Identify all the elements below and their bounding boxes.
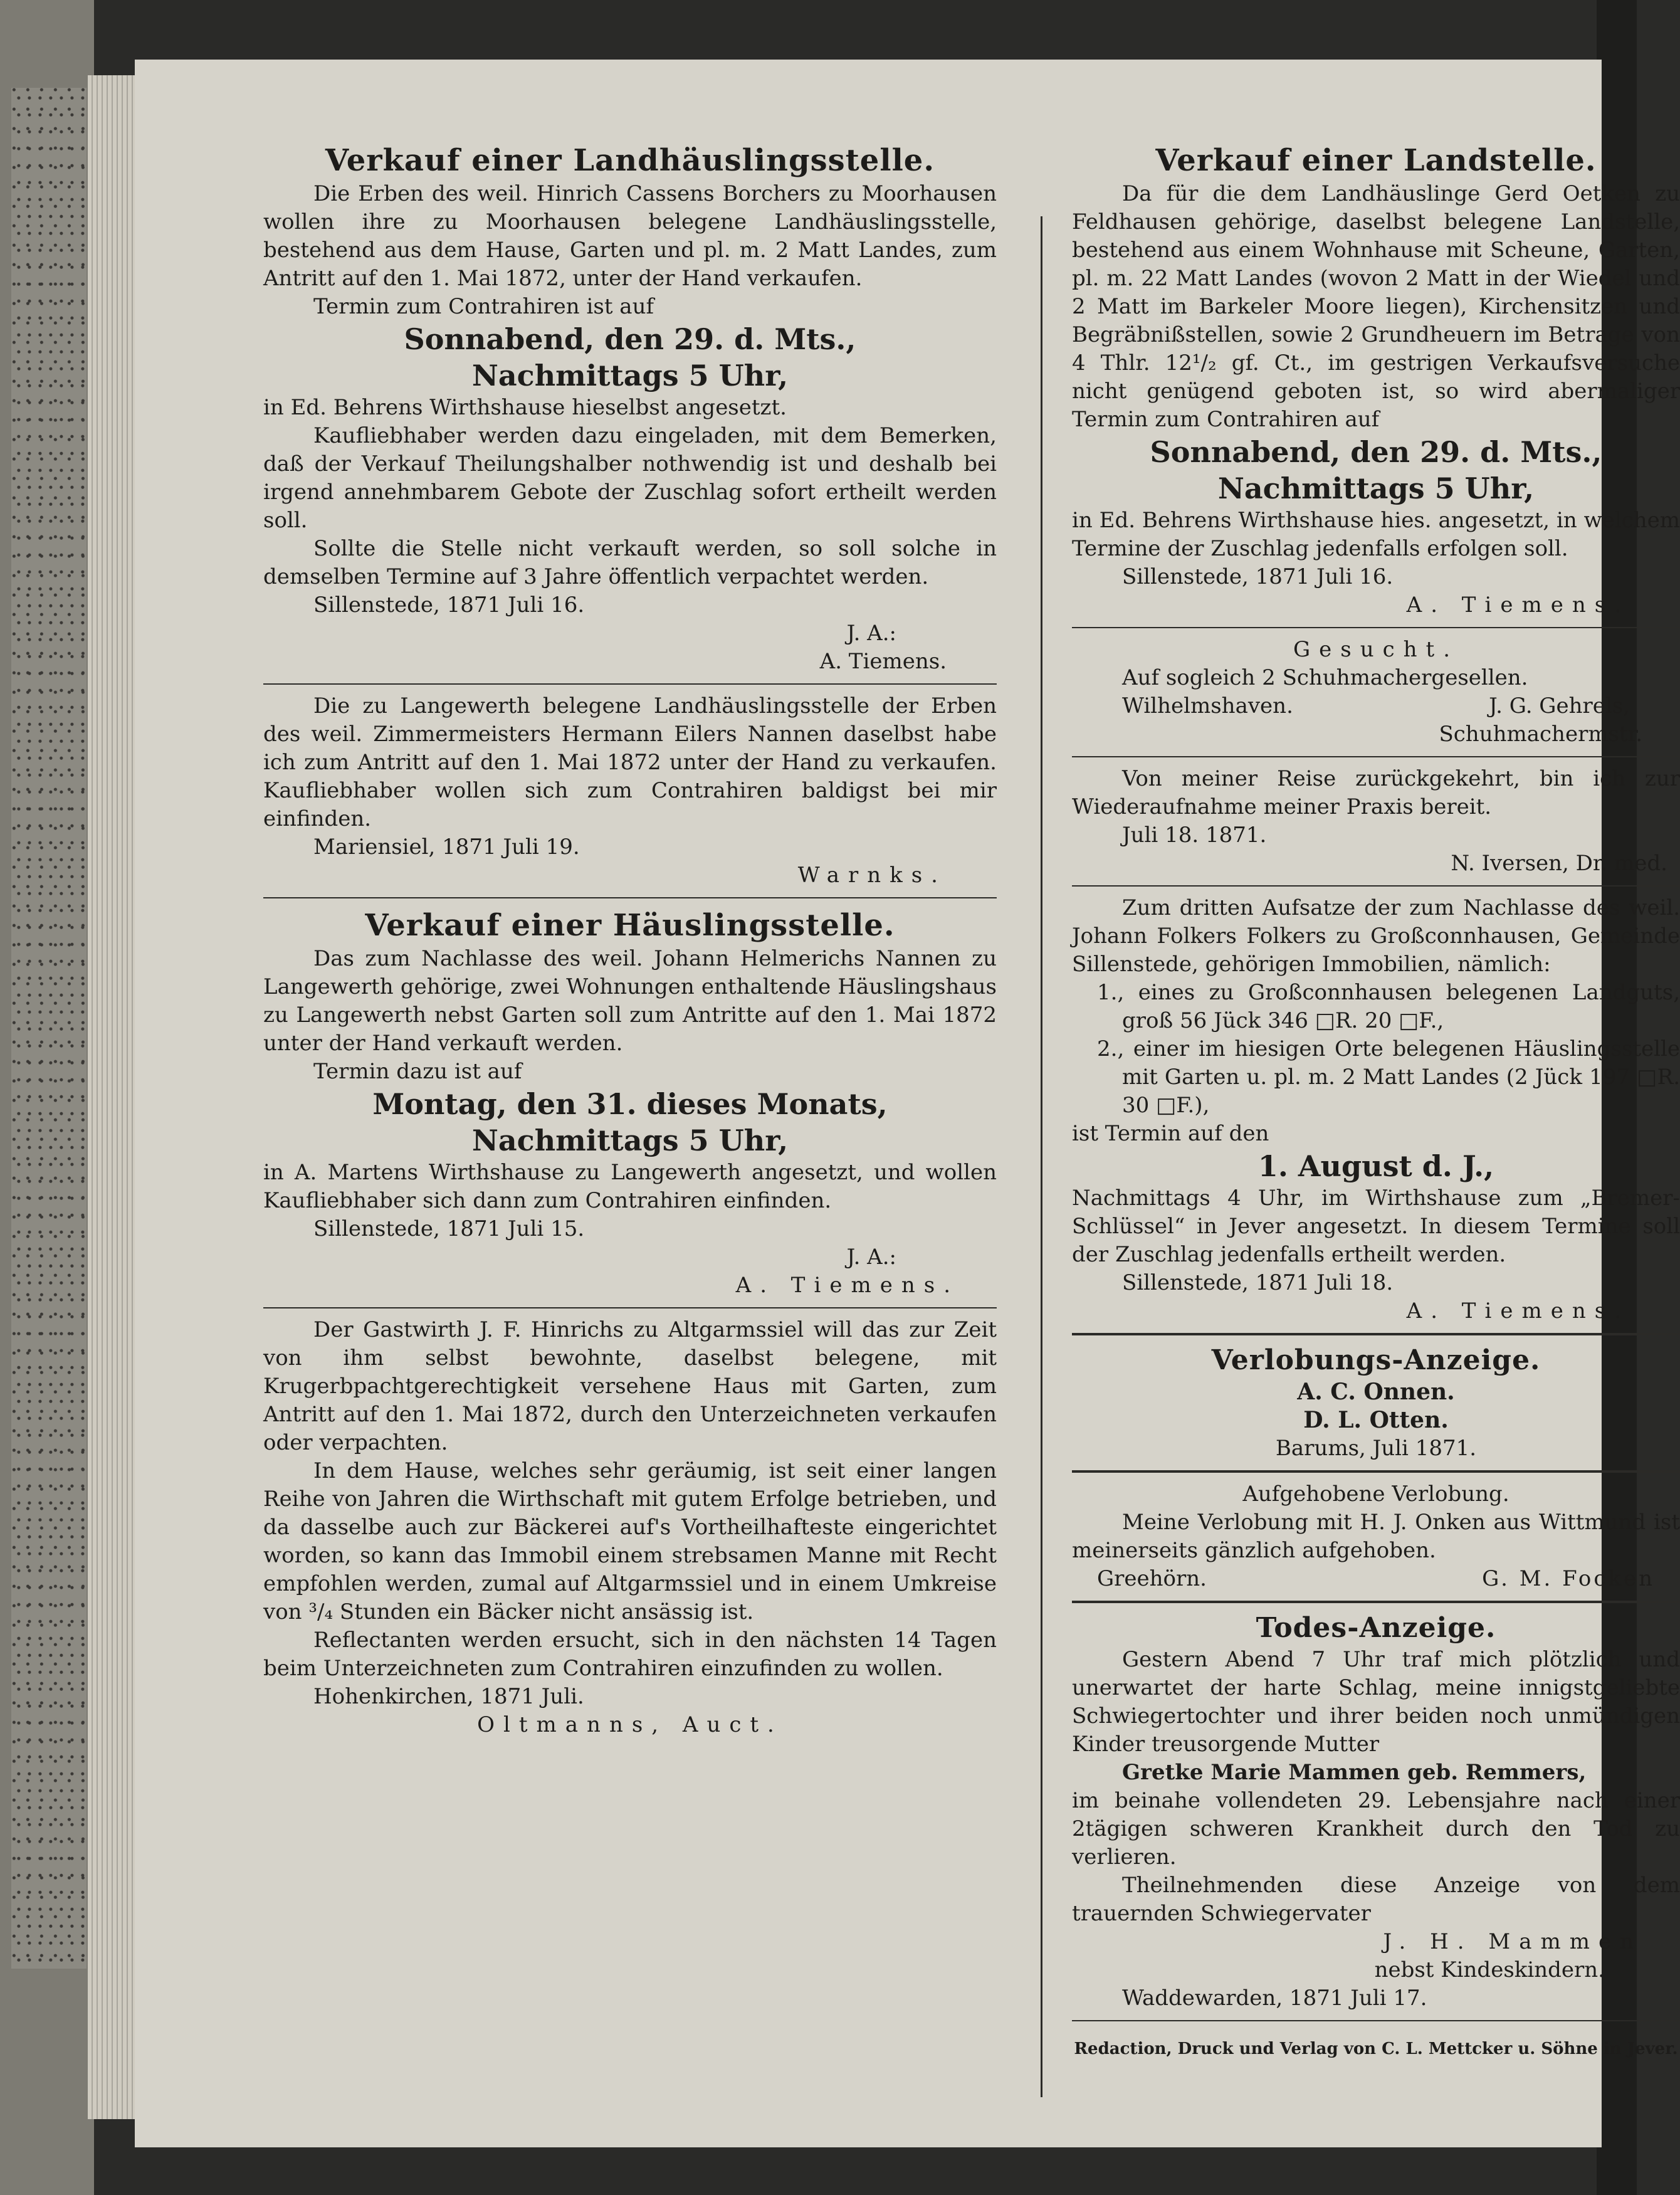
separator <box>263 1307 997 1308</box>
ad-signature: N. Iversen, Dr. med. <box>1451 851 1667 876</box>
ad-paragraph: Sollte die Stelle nicht verkauft werden, so soll solche in demselben Termine auf 3 Jahre öffentlich verpachtet werden. <box>263 536 997 589</box>
ad-place: in Ed. Behrens Wirthshause hies. angesetzt, in welchem Termine der Zuschlag jedenfalls erfolgen soll. <box>1072 508 1680 561</box>
ad-dateline: Juli 18. 1871. <box>1122 823 1267 848</box>
ad-landstelle <box>1072 141 1680 619</box>
page-stack-edges <box>88 75 138 2119</box>
ad-title: Gesucht. <box>1293 637 1459 662</box>
ad-signature: J. G. Gehrels, <box>1489 693 1630 719</box>
ad-title: Verkauf einer Landhäuslingsstelle. <box>325 143 935 178</box>
ad-ia: J. A.: <box>846 621 896 646</box>
ad-date: 1. August d. J., <box>1257 1149 1494 1183</box>
ad-signature: G. M. Focken <box>1482 1566 1655 1591</box>
ad-body: Auf sogleich 2 Schuhmachergesellen. <box>1122 665 1528 690</box>
ad-termin-intro: Termin zum Contrahiren ist auf <box>313 294 654 319</box>
ad-praxis <box>1072 765 1680 878</box>
ad-body: Die Erben des weil. Hinrich Cassens Borchers zu Moorhausen wollen ihre zu Moorhausen belegene Landhäuslingsstelle, bestehend aus dem Hause, Garten und pl. m. 2 Matt Landes, zum Antritt auf den 1. Mai 1872, unter der Hand verkaufen. <box>263 181 997 291</box>
ad-signature: A. Tiemens. <box>1406 592 1630 618</box>
separator <box>263 897 997 898</box>
ad-immobilien <box>1072 894 1680 1325</box>
ad-haeuslingsstelle <box>263 906 997 1300</box>
ad-signature: J. H. Mammen <box>1383 1929 1642 1954</box>
ad-title: Verlobungs-Anzeige. <box>1211 1344 1541 1376</box>
ad-dateline: Sillenstede, 1871 Juli 16. <box>313 592 585 618</box>
ad-title: Verkauf einer Landstelle. <box>1155 143 1597 178</box>
ad-date: Montag, den 31. dieses Monats, <box>372 1087 888 1121</box>
ad-signature: A. Tiemens. <box>819 649 947 674</box>
separator <box>1072 885 1680 887</box>
ad-signature-title: Schuhmachermstr. <box>1439 722 1642 747</box>
ad-title: Verkauf einer Häuslingsstelle. <box>365 908 895 943</box>
separator <box>1072 1333 1680 1335</box>
ad-name: D. L. Otten. <box>1303 1407 1449 1433</box>
ad-body: im beinahe vollendeten 29. Lebensjahre nach einer 2tägigen schweren Krankheit durch den Tod zu verlieren. <box>1072 1788 1680 1870</box>
newspaper-page <box>135 60 1680 2147</box>
ad-dateline: Sillenstede, 1871 Juli 16. <box>1122 564 1394 589</box>
ad-body: Meine Verlobung mit H. J. Onken aus Wittmund ist meinerseits gänzlich aufgehoben. <box>1072 1510 1680 1563</box>
ad-landhaeuslingsstelle <box>263 141 997 676</box>
ad-place: in Ed. Behrens Wirthshause hieselbst angesetzt. <box>263 395 787 420</box>
ad-paragraph: Reflectanten werden ersucht, sich in den nächsten 14 Tagen beim Unterzeichneten zum Contrahiren einzufinden zu wollen. <box>263 1628 997 1681</box>
ad-body: Gestern Abend 7 Uhr traf mich plötzlich und unerwartet der harte Schlag, meine innigstgeliebte Schwiegertochter und ihrer beiden noch unmündigen Kinder treusorgende Mutter <box>1072 1647 1680 1757</box>
ad-date: Sonnabend, den 29. d. Mts., <box>404 322 856 356</box>
ad-dateline: Sillenstede, 1871 Juli 15. <box>313 1216 585 1241</box>
ad-dateline: Sillenstede, 1871 Juli 18. <box>1122 1270 1394 1295</box>
separator <box>1072 756 1680 757</box>
ad-signature: Oltmanns, Auct. <box>477 1712 783 1737</box>
ad-paragraph: Kaufliebhaber werden dazu eingeladen, mit dem Bemerken, daß der Verkauf Theilungshalber nothwendig ist und deshalb bei irgend annehmbarem Gebote der Zuschlag sofort ertheilt werden soll. <box>263 423 997 533</box>
ad-name: A. C. Onnen. <box>1297 1379 1455 1405</box>
imprint: Redaction, Druck und Verlag von C. L. Mettcker u. Söhne in Jever. <box>1074 2040 1678 2058</box>
ad-footer <box>1072 692 1680 720</box>
ad-ia: J. A.: <box>846 1245 896 1270</box>
ad-termin-intro: Termin dazu ist auf <box>313 1059 522 1084</box>
ad-signature: A. Tiemens. <box>1406 1298 1630 1324</box>
ad-todesanzeige <box>1072 1611 1680 2013</box>
ad-deceased-name: Gretke Marie Mammen geb. Remmers, <box>1122 1760 1587 1785</box>
ad-title: Aufgehobene Verlobung. <box>1242 1482 1509 1507</box>
ad-termin-intro: ist Termin auf den <box>1072 1121 1269 1146</box>
ad-place: Greehörn. <box>1097 1566 1207 1591</box>
separator <box>1072 627 1680 628</box>
ad-body: Zum dritten Aufsatze der zum Nachlasse des weil. Johann Folkers Folkers zu Großconnhausen, Gemeinde Sillenstede, gehörigen Immobilien, nämlich: <box>1072 895 1680 977</box>
ad-title: Todes-Anzeige. <box>1256 1612 1496 1644</box>
ad-time: Nachmittags 5 Uhr, <box>1217 471 1535 505</box>
ad-signature: A. Tiemens. <box>735 1273 959 1298</box>
ad-paragraph: In dem Hause, welches sehr geräumig, ist seit einer langen Reihe von Jahren die Wirthschaft mit gutem Erfolge betrieben, und da dasselbe auch zur Bäckerei auf's Vortheilhafteste eingerichtet worden, so kann das Immobil einem strebsamen Manne mit Recht empfohlen werden, zumal auf Altgarmssiel und in einem Umkreise von ³/₄ Stunden ein Bäcker nicht ansässig ist. <box>263 1458 997 1624</box>
ad-place: in A. Martens Wirthshause zu Langewerth angesetzt, und wollen Kaufliebhaber sich dann zum Contrahiren einfinden. <box>263 1160 997 1213</box>
separator <box>263 683 997 685</box>
ad-place: Wilhelmshaven. <box>1122 693 1293 719</box>
column-divider <box>1041 216 1042 2097</box>
ad-gesucht <box>1072 636 1680 749</box>
ad-body: Das zum Nachlasse des weil. Johann Helmerichs Nannen zu Langewerth gehörige, zwei Wohnungen enthaltende Häuslingshaus zu Langewerth nebst Garten soll zum Antritte auf den 1. Mai 1872 unter der Hand verkauft werden. <box>263 946 997 1056</box>
ad-langewerth <box>263 692 997 890</box>
ad-paragraph: Theilnehmenden diese Anzeige von dem trauernden Schwiegervater <box>1072 1873 1680 1926</box>
ad-time: Nachmittags 5 Uhr, <box>471 1124 789 1157</box>
ad-place: Nachmittags 4 Uhr, im Wirthshause zum „Bremer-Schlüssel“ in Jever angesetzt. In diesem Termine soll der Zuschlag jedenfalls ertheilt werden. <box>1072 1186 1680 1267</box>
ad-body: Von meiner Reise zurückgekehrt, bin ich zur Wiederaufnahme meiner Praxis bereit. <box>1072 766 1680 819</box>
ad-aufgehobene-verlobung <box>1072 1480 1680 1593</box>
right-column <box>1072 141 1680 2080</box>
separator <box>1072 1470 1680 1473</box>
ad-body: Die zu Langewerth belegene Landhäuslingsstelle der Erben des weil. Zimmermeisters Hermann Eilers Nannen daselbst habe ich zum Antritt auf den 1. Mai 1872 unter der Hand zu verkaufen. Kaufliebhaber wollen sich zum Contrahiren baldigst bei mir einfinden. <box>263 693 997 831</box>
ad-dateline: Waddewarden, 1871 Juli 17. <box>1122 1986 1427 2011</box>
ad-footer <box>1072 1565 1680 1593</box>
ad-time: Nachmittags 5 Uhr, <box>471 359 789 392</box>
ad-signature: Warnks. <box>797 863 947 888</box>
ad-body: Da für die dem Landhäuslinge Gerd Oetken zu Feldhausen gehörige, daselbst belegene Landstelle, bestehend aus einem Wohnhause mit Scheune, Garten, pl. m. 22 Matt Landes (wovon 2 Matt in der Wiedel und 2 Matt im Barkeler Moore liegen), Kirchensitzen und Begräbnißstellen, sowie 2 Grundheuern im Betrage von 4 Thlr. 12¹/₂ gf. Ct., im gestrigen Verkaufsversuche nicht genügend geboten ist, so wird abermaliger Termin zum Contrahiren auf <box>1072 181 1680 432</box>
ad-verlobung <box>1072 1343 1680 1463</box>
ad-altgarmssiel <box>263 1316 997 1739</box>
separator <box>1072 2020 1680 2021</box>
ad-list-item: 1., eines zu Großconnhausen belegenen Landguts, groß 56 Jück 346 □R. 20 □F., <box>1097 980 1680 1033</box>
ad-dateline: Hohenkirchen, 1871 Juli. <box>313 1684 584 1709</box>
ad-dateline: Barums, Juli 1871. <box>1275 1436 1477 1461</box>
ad-body: Der Gastwirth J. F. Hinrichs zu Altgarmssiel will das zur Zeit von ihm selbst bewohnte, daselbst belegene, mit Krugerbpachtgerechtigkeit versehene Haus mit Garten, zum Antritt auf den 1. Mai 1872, durch den Unterzeichneten verkaufen oder verpachten. <box>263 1317 997 1455</box>
left-column <box>263 141 997 1739</box>
book-cover-speckle <box>11 88 87 1969</box>
ad-list-item: 2., einer im hiesigen Orte belegenen Häuslingsstelle mit Garten u. pl. m. 2 Matt Landes (2 Jück 197 □R. 30 □F.), <box>1097 1036 1680 1118</box>
separator <box>1072 1601 1680 1603</box>
ad-dateline: Mariensiel, 1871 Juli 19. <box>313 834 580 860</box>
ad-date: Sonnabend, den 29. d. Mts., <box>1150 435 1602 469</box>
ad-signature-note: nebst Kindeskindern. <box>1374 1957 1605 1982</box>
